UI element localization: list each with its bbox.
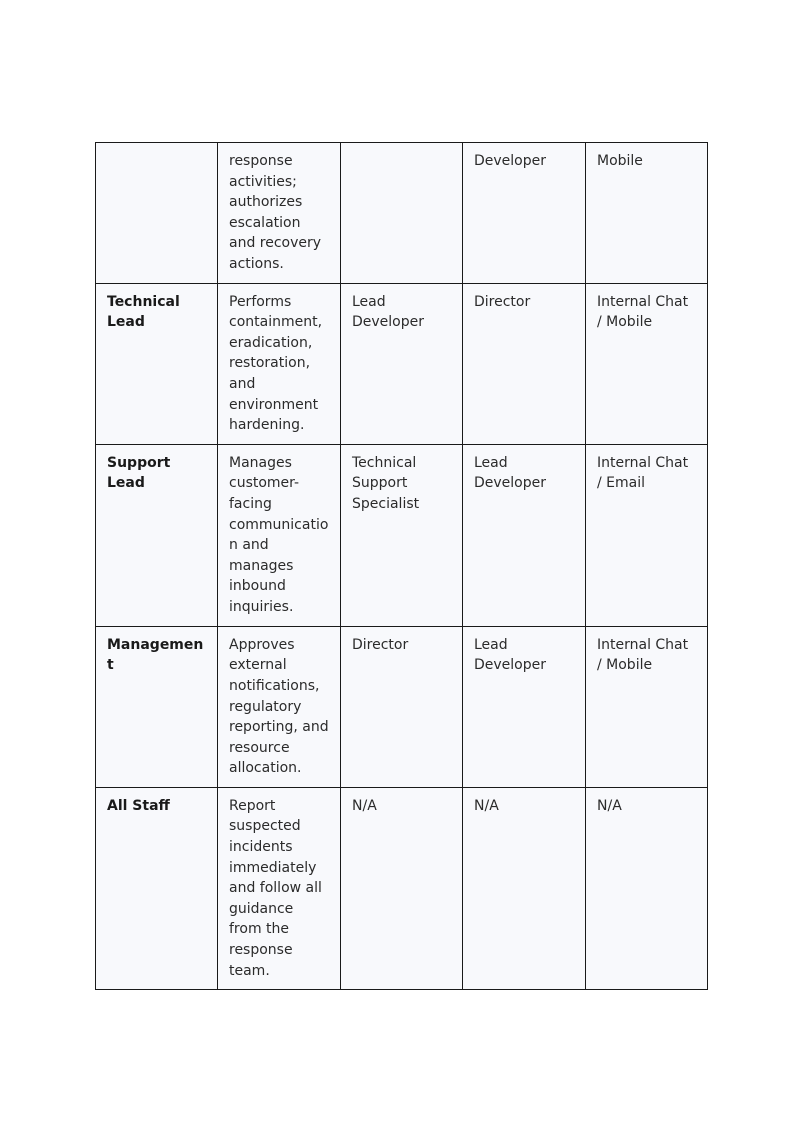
role-cell: Support Lead <box>96 444 218 626</box>
role-cell: Technical Lead <box>96 283 218 444</box>
channel-cell: Internal Chat / Mobile <box>586 283 708 444</box>
channel-cell: Mobile <box>586 143 708 284</box>
primary-contact-cell: Technical Support Specialist <box>341 444 463 626</box>
responsibility-cell: Report suspected incidents immediately and follow all guidance from the response team. <box>218 787 341 989</box>
responsibility-cell: response activities; authorizes escalation and recovery actions. <box>218 143 341 284</box>
channel-cell: N/A <box>586 787 708 989</box>
backup-contact-cell: Lead Developer <box>463 626 586 787</box>
table-row <box>96 444 708 626</box>
table-row <box>96 626 708 787</box>
responsibility-cell: Manages customer-facing communication and manages inbound inquiries. <box>218 444 341 626</box>
primary-contact-cell: Director <box>341 626 463 787</box>
table-row <box>96 143 708 284</box>
table-row <box>96 787 708 989</box>
backup-contact-cell: Director <box>463 283 586 444</box>
backup-contact-cell: N/A <box>463 787 586 989</box>
backup-contact-cell: Developer <box>463 143 586 284</box>
roles-table <box>95 142 708 990</box>
channel-cell: Internal Chat / Mobile <box>586 626 708 787</box>
responsibility-cell: Approves external notifications, regulatory reporting, and resource allocation. <box>218 626 341 787</box>
role-cell: All Staff <box>96 787 218 989</box>
primary-contact-cell: N/A <box>341 787 463 989</box>
table-row <box>96 283 708 444</box>
primary-contact-cell <box>341 143 463 284</box>
role-cell: Management <box>96 626 218 787</box>
channel-cell: Internal Chat / Email <box>586 444 708 626</box>
primary-contact-cell: Lead Developer <box>341 283 463 444</box>
responsibility-cell: Performs containment, eradication, restoration, and environment hardening. <box>218 283 341 444</box>
role-cell <box>96 143 218 284</box>
backup-contact-cell: Lead Developer <box>463 444 586 626</box>
